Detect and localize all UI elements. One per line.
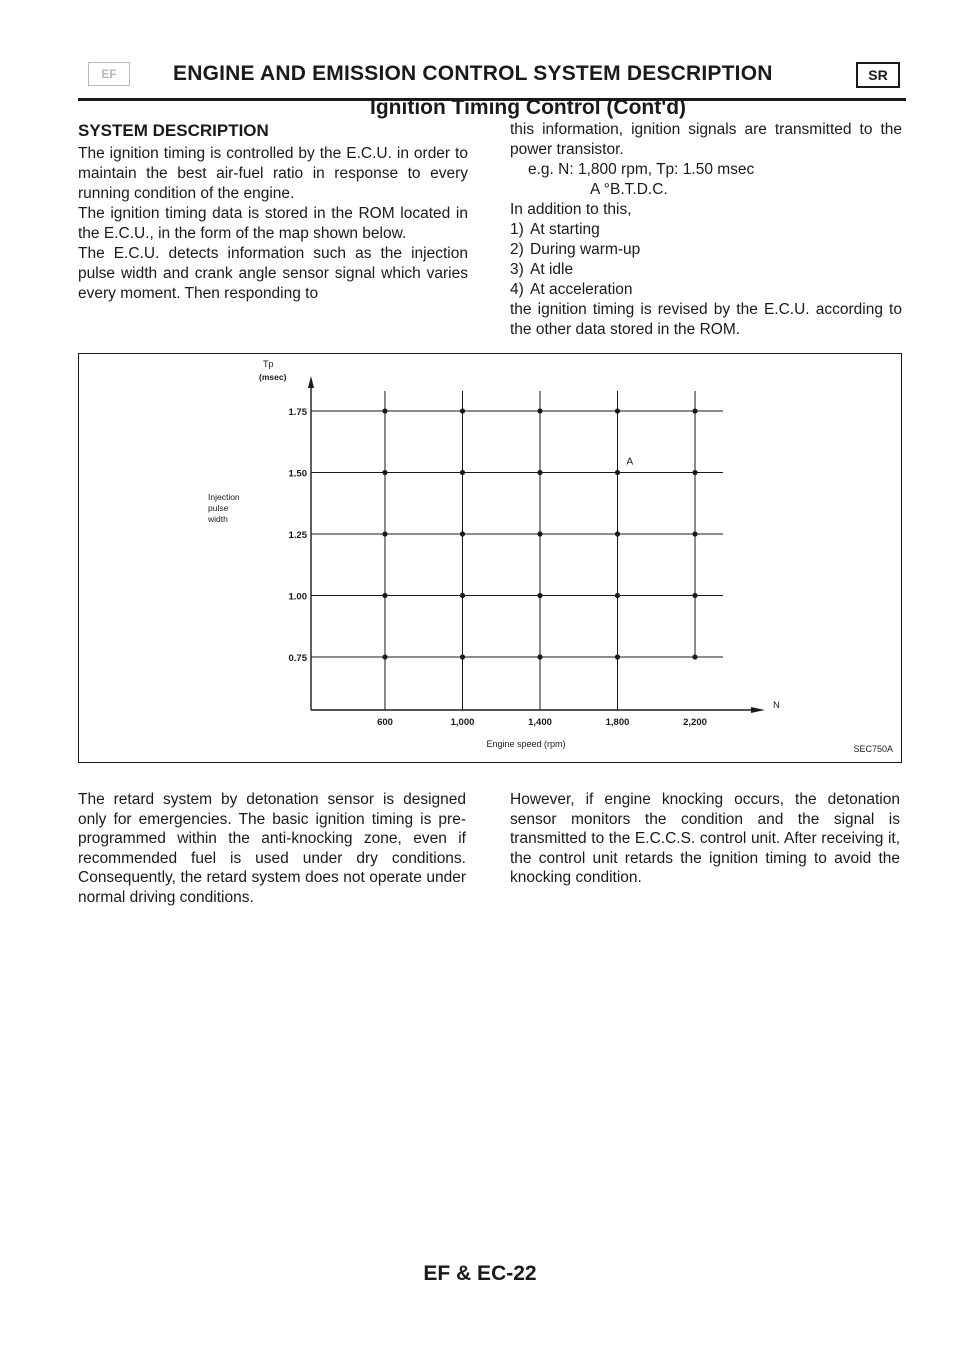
map-point (692, 408, 697, 413)
list-number: 2) (510, 241, 524, 258)
map-point (460, 531, 465, 536)
list-item (510, 260, 902, 280)
y-axis-arrow-icon (308, 376, 314, 388)
map-point (537, 408, 542, 413)
x-axis-arrow-icon (751, 707, 765, 713)
y-tick-label: 1.25 (288, 530, 307, 541)
header-title: ENGINE AND EMISSION CONTROL SYSTEM DESCRIPTION (173, 62, 773, 85)
list-number: 4) (510, 281, 524, 298)
model-badge: SR (856, 62, 900, 88)
map-point (460, 470, 465, 475)
map-point (537, 470, 542, 475)
x-tick-label: 600 (377, 717, 393, 728)
map-point (692, 531, 697, 536)
map-point (615, 470, 620, 475)
right-column (510, 120, 902, 340)
left-column (78, 120, 468, 304)
map-point (615, 408, 620, 413)
section-subtitle: Ignition Timing Control (Cont'd) (370, 96, 687, 119)
map-point (382, 470, 387, 475)
map-point (692, 593, 697, 598)
paragraph: The ignition timing data is stored in the ROM located in the E.C.U., in the form of the map shown below. (78, 205, 468, 242)
x-tick-label: 1,800 (605, 717, 630, 728)
list-text: At idle (530, 261, 574, 278)
y-tick-label: 0.75 (288, 653, 307, 664)
example-line: e.g. N: 1,800 rpm, Tp: 1.50 msec (528, 161, 755, 178)
example-result: A °B.T.D.C. (590, 181, 668, 198)
y-axis-label: Injection (208, 492, 240, 502)
page-header (78, 58, 906, 101)
paragraph: In addition to this, (510, 201, 632, 218)
list-text: During warm-up (530, 241, 641, 258)
list-item (510, 280, 902, 300)
x-tick-label: 1,400 (528, 717, 552, 728)
list-item (510, 240, 902, 260)
bottom-left-paragraph: The retard system by detonation sensor is designed only for emergencies. The basic ignition timing is pre-programmed within the anti-knocking zone, even if recommended fuel is used under dry conditions. Consequently, the retard system does not operate under normal driving conditions. (78, 791, 466, 906)
map-point (692, 470, 697, 475)
map-point (615, 531, 620, 536)
map-point (460, 593, 465, 598)
map-point (460, 654, 465, 659)
figure-code: SEC750A (853, 744, 893, 754)
section-tag: EF (88, 62, 130, 86)
list-text: At acceleration (530, 281, 633, 298)
map-point (537, 654, 542, 659)
y-axis-symbol: Tp (263, 359, 274, 369)
timing-map-chart (79, 354, 901, 762)
y-tick-label: 1.75 (288, 407, 307, 418)
paragraph: this information, ignition signals are transmitted to the power transistor. (510, 121, 902, 158)
map-point (460, 408, 465, 413)
x-axis-label: Engine speed (rpm) (486, 739, 566, 749)
map-point (382, 593, 387, 598)
map-point (382, 531, 387, 536)
list-text: At starting (530, 221, 600, 238)
list-item (510, 220, 902, 240)
x-tick-label: 2,200 (683, 717, 707, 728)
paragraph: The ignition timing is controlled by the E.C.U. in order to maintain the best air-fuel ratio in response to every running condition of the engine. (78, 145, 468, 202)
map-point (537, 531, 542, 536)
y-axis-label: pulse (208, 503, 229, 513)
paragraph: The E.C.U. detects information such as the injection pulse width and crank angle sensor signal which varies every moment. Then responding to (78, 245, 468, 302)
y-tick-label: 1.50 (288, 468, 307, 480)
map-point (615, 654, 620, 659)
section-heading: SYSTEM DESCRIPTION (78, 121, 269, 140)
y-tick-label: 1.00 (288, 591, 307, 603)
y-axis-unit: (msec) (259, 372, 287, 382)
bottom-right-paragraph: However, if engine knocking occurs, the detonation sensor monitors the condition and the signal is transmitted to the E.C.C.S. control unit. After receiving it, the control unit retards the ignition timing to avoid the knocking condition. (510, 791, 900, 886)
timing-map-figure (78, 353, 902, 763)
paragraph: the ignition timing is revised by the E.C.U. according to the other data stored in the ROM. (510, 301, 902, 338)
page-number: EF & EC-22 (423, 1262, 537, 1285)
list-number: 3) (510, 261, 524, 278)
x-tick-label: 1,000 (450, 717, 475, 728)
map-point (382, 654, 387, 659)
y-axis-label: width (208, 514, 228, 524)
map-point (615, 593, 620, 598)
map-point (537, 593, 542, 598)
x-axis-symbol: N (773, 700, 780, 711)
map-point (692, 654, 697, 659)
annotation-label: A (626, 456, 634, 468)
map-point (382, 408, 387, 413)
list-number: 1) (510, 221, 524, 238)
